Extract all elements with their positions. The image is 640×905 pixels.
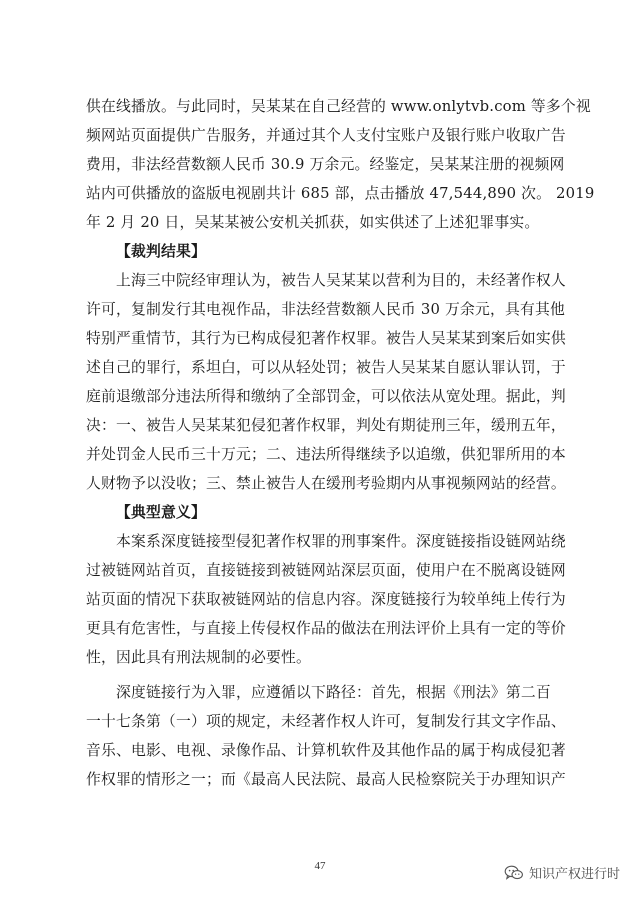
text-line: 年 2 月 20 日，吴某某被公安机关抓获，如实供述了上述犯罪事实。 (86, 214, 540, 231)
section-heading-judgment: 【裁判结果】 (116, 243, 206, 260)
text-line: 特别严重情节，其行为已构成侵犯著作权罪。被告人吴某某到案后如实供 (86, 330, 566, 347)
watermark-text: 知识产权进行时 (528, 867, 620, 882)
page-number: 47 (314, 860, 326, 872)
paragraph-facts (86, 92, 595, 237)
text-line: 上海三中院经审理认为，被告人吴某某以营利为目的，未经著作权人 (116, 272, 566, 289)
text-line: 述自己的罪行，系坦白，可以从轻处罚；被告人吴某某自愿认罪认罚，于 (86, 359, 566, 376)
text-line: 人财物予以没收；三、禁止被告人在缓刑考验期内从事视频网站的经营。 (86, 475, 566, 492)
text-line: 庭前退缴部分违法所得和缴纳了全部罚金，可以依法从宽处理。据此，判 (86, 388, 566, 405)
watermark (504, 863, 620, 882)
text-line: 深度链接行为入罪，应遵循以下路径：首先，根据《刑法》第二百 (116, 684, 551, 701)
text-line: 过被链网站首页，直接链接到被链网站深层页面，使用户在不脱离设链网 (86, 562, 566, 579)
text-line: 一十七条第（一）项的规定，未经著作权人许可，复制发行其文字作品、 (86, 713, 566, 730)
document-body (86, 92, 595, 794)
text-line: 站内可供播放的盗版电视剧共计 685 部，点击播放 47,544,890 次。 2019 (86, 185, 595, 202)
text-line: 频网站页面提供广告服务，并通过其个人支付宝账户及银行账户收取广告 (86, 127, 566, 144)
paragraph-judgment (86, 266, 566, 498)
section-heading-significance: 【典型意义】 (116, 504, 206, 521)
text-line: 音乐、电影、电视、录像作品、计算机软件及其他作品的属于构成侵犯著 (86, 742, 566, 759)
text-line: 更具有危害性，与直接上传侵权作品的做法在刑法评价上具有一定的等价 (86, 620, 566, 637)
text-line: 供在线播放。与此同时，吴某某在自己经营的 www.onlytvb.com 等多个视 (86, 98, 591, 115)
text-line: 站页面的情况下获取被链网站的信息内容。深度链接行为较单纯上传行为 (86, 591, 566, 608)
text-line: 本案系深度链接型侵犯著作权罪的刑事案件。深度链接指设链网站绕 (116, 533, 566, 550)
text-line: 作权罪的情形之一；而《最高人民法院、最高人民检察院关于办理知识产 (86, 771, 566, 788)
text-line: 许可，复制发行其电视作品，非法经营数额人民币 30 万余元，具有其他 (86, 301, 565, 318)
paragraph-deep-link-path (86, 678, 566, 794)
text-line: 决：一、被告人吴某某犯侵犯著作权罪，判处有期徒刑三年，缓刑五年， (86, 417, 566, 434)
paragraph-significance (86, 527, 566, 672)
wechat-icon (504, 865, 524, 881)
text-line: 并处罚金人民币三十万元；二、违法所得继续予以追缴，供犯罪所用的本 (86, 446, 566, 463)
text-line: 性，因此具有刑法规制的必要性。 (86, 649, 311, 666)
text-line: 费用，非法经营数额人民币 30.9 万余元。经鉴定，吴某某注册的视频网 (86, 156, 565, 173)
